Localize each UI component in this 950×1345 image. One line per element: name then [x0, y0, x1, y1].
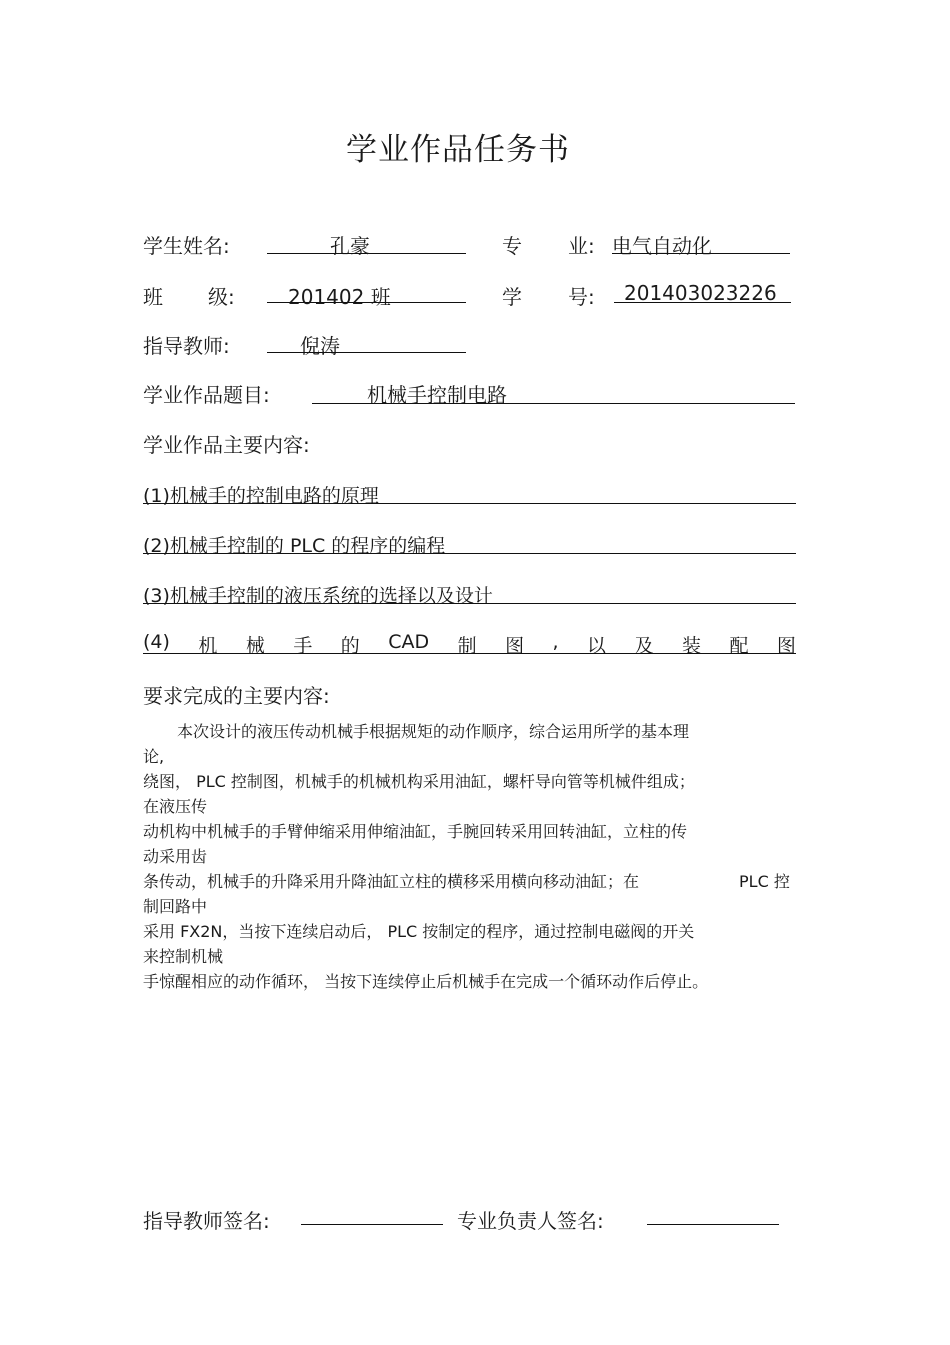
content-item-2: (2)机械手控制的 PLC 的程序的编程	[143, 535, 446, 557]
class-label-part2: 级:	[208, 285, 235, 309]
class-label-part1: 班	[143, 285, 163, 309]
paragraph-line: 手惊醒相应的动作循环， 当按下连续停止后机械手在完成一个循环动作后停止。	[143, 972, 709, 991]
paragraph-line: 条传动，机械手的升降采用升降油缸立柱的横移采用横向移动油缸；在	[143, 872, 640, 891]
teacher-signature-line	[301, 1224, 443, 1225]
teacher-label: 指导教师:	[143, 334, 230, 358]
paragraph-line: PLC 控	[739, 872, 790, 891]
paragraph-line: 在液压传	[143, 797, 208, 816]
content-item-4-underline	[143, 653, 796, 654]
student-id-underline	[614, 302, 791, 303]
page-title: 学业作品任务书	[346, 132, 570, 168]
major-label-part1: 专	[502, 234, 522, 258]
content-item-4-part: (4)	[143, 631, 170, 653]
content-item-4-part: 以	[587, 635, 607, 657]
content-item-4-part: 手	[293, 635, 313, 657]
major-underline	[612, 253, 790, 254]
paragraph-line: 动机构中机械手的手臂伸缩采用伸缩油缸，手腕回转采用回转油缸，立柱的传	[143, 822, 688, 841]
content-item-4-part: 的	[340, 635, 360, 657]
paragraph-line: 本次设计的液压传动机械手根据规矩的动作顺序，综合运用所学的基本理	[177, 722, 690, 741]
content-item-1: (1)机械手的控制电路的原理	[143, 485, 379, 507]
topic-value: 机械手控制电路	[367, 383, 507, 407]
content-item-4-part: CAD	[388, 631, 430, 653]
content-item-3-underline	[143, 603, 796, 604]
content-item-4-part: 装	[681, 635, 701, 657]
content-item-4-part: 图	[505, 635, 525, 657]
teacher-underline	[267, 352, 466, 353]
content-item-1-underline	[143, 503, 796, 504]
head-signature-line	[647, 1224, 779, 1225]
student-id-label-part1: 学	[502, 285, 522, 309]
content-item-4-part: 图	[776, 635, 796, 657]
student-name-underline	[267, 253, 466, 254]
teacher-signature-label: 指导教师签名:	[143, 1209, 270, 1233]
content-item-4-part: 制	[457, 635, 477, 657]
topic-label: 学业作品题目:	[143, 383, 270, 407]
paragraph-line: 制回路中	[143, 897, 208, 916]
content-item-4-part: 及	[634, 635, 654, 657]
content-item-4-part: 机	[198, 635, 218, 657]
topic-underline	[312, 403, 795, 404]
class-value: 201402 班	[288, 285, 391, 309]
major-value: 电气自动化	[612, 234, 712, 258]
content-item-4-part: ,	[552, 631, 559, 653]
paragraph-line: 采用 FX2N，当按下连续启动后， PLC 按制定的程序，通过控制电磁阀的开关	[143, 922, 695, 941]
content-item-3: (3)机械手控制的液压系统的选择以及设计	[143, 585, 493, 607]
student-name-label: 学生姓名:	[143, 234, 230, 258]
teacher-value: 倪涛	[300, 334, 340, 358]
content-item-2-underline	[143, 553, 796, 554]
student-name-value: 孔豪	[330, 234, 370, 258]
major-label-part2: 业:	[568, 234, 595, 258]
paragraph-line: 绕图， PLC 控制图，机械手的机械机构采用油缸，螺杆导向管等机械件组成；	[143, 772, 695, 791]
paragraph-line: 来控制机械	[143, 947, 224, 966]
student-id-value: 201403023226	[624, 281, 777, 305]
student-id-label-part2: 号:	[568, 285, 595, 309]
paragraph-line: 论,	[143, 747, 165, 766]
content-item-4-part: 械	[245, 635, 265, 657]
requirements-label: 要求完成的主要内容:	[143, 684, 330, 708]
head-signature-label: 专业负责人签名:	[457, 1209, 604, 1233]
content-item-4-part: 配	[729, 635, 749, 657]
paragraph-line: 动采用齿	[143, 847, 208, 866]
main-content-label: 学业作品主要内容:	[143, 433, 310, 457]
class-underline	[267, 302, 466, 303]
